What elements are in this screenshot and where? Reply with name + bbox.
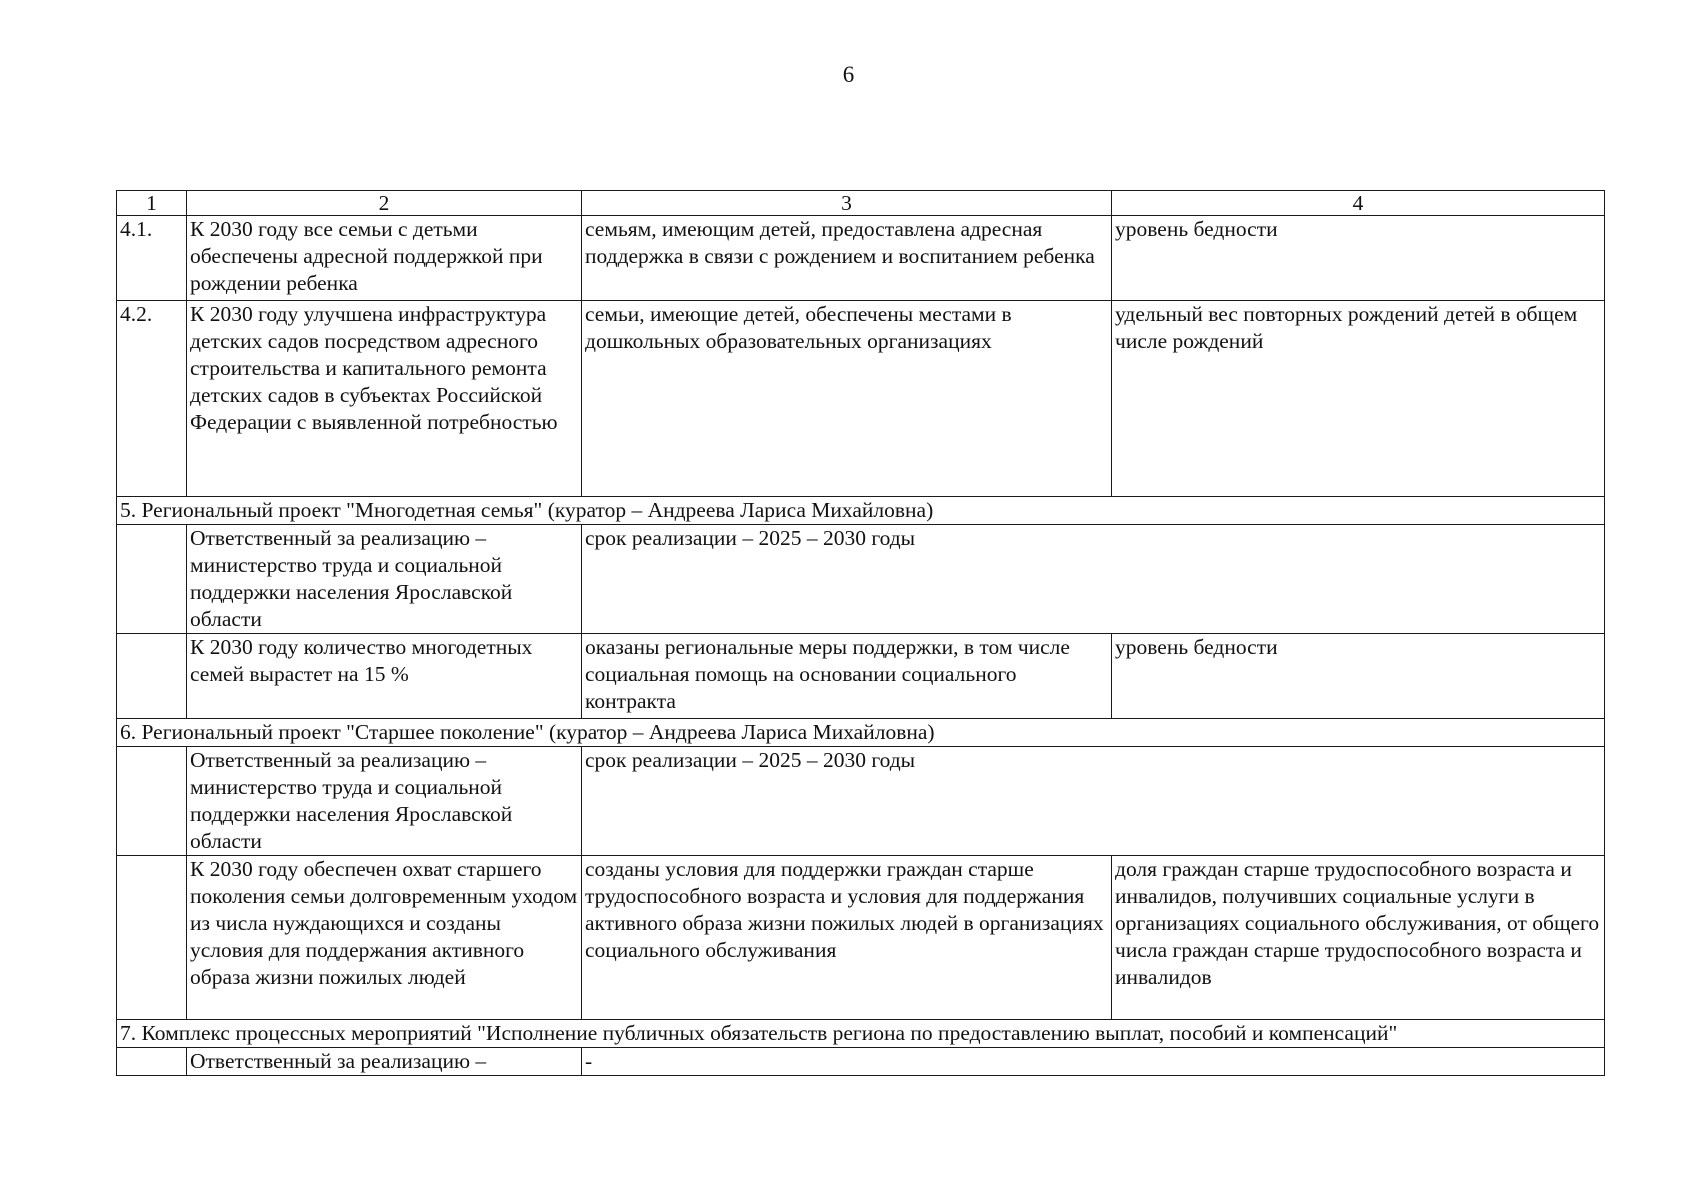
responsible-cell: Ответственный за реализацию – министерство труда и социальной поддержки населения Ярославской области xyxy=(187,525,582,634)
responsible-cell: Ответственный за реализацию – министерство труда и социальной поддержки населения Ярославской области xyxy=(187,747,582,856)
section-5-responsible-row xyxy=(117,525,1605,634)
section-5-title-row xyxy=(117,497,1605,525)
section-6-title-row xyxy=(117,719,1605,747)
term-cell: срок реализации – 2025 – 2030 годы xyxy=(582,747,1605,856)
section-7-title: 7. Комплекс процессных мероприятий "Исполнение публичных обязательств региона по предоставлению выплат, пособий и компенсаций" xyxy=(117,1020,1605,1048)
goal-cell: К 2030 году количество многодетных семей вырастет на 15 % xyxy=(187,634,582,719)
responsible-cell: Ответственный за реализацию – xyxy=(187,1048,582,1076)
header-col-4: 4 xyxy=(1112,191,1605,216)
section-6-title: 6. Региональный проект "Старшее поколение" (куратор – Андреева Лариса Михайловна) xyxy=(117,719,1605,747)
result-cell: оказаны региональные меры поддержки, в том числе социальная помощь на основании социального контракта xyxy=(582,634,1112,719)
indicator-cell: уровень бедности xyxy=(1112,216,1605,301)
header-col-3: 3 xyxy=(582,191,1112,216)
table-row-4-2 xyxy=(117,301,1605,497)
table-row-4-1 xyxy=(117,216,1605,301)
section-6-goal-row xyxy=(117,856,1605,1020)
goals-table xyxy=(116,190,1605,1076)
table-header-row xyxy=(117,191,1605,216)
section-5-title: 5. Региональный проект "Многодетная семья" (куратор – Андреева Лариса Михайловна) xyxy=(117,497,1605,525)
term-cell: - xyxy=(582,1048,1605,1076)
section-6-responsible-row xyxy=(117,747,1605,856)
header-col-2: 2 xyxy=(187,191,582,216)
term-cell: срок реализации – 2025 – 2030 годы xyxy=(582,525,1605,634)
section-5-goal-row xyxy=(117,634,1605,719)
indicator-cell: доля граждан старше трудоспособного возраста и инвалидов, получивших социальные услуги в организациях социального обслуживания, от общего числа граждан старше трудоспособного возраста и инвалидов xyxy=(1112,856,1605,1020)
row-number: 4.2. xyxy=(117,301,187,497)
section-7-title-row xyxy=(117,1020,1605,1048)
empty-number-cell xyxy=(117,856,187,1020)
section-7-responsible-row xyxy=(117,1048,1605,1076)
result-cell: семьям, имеющим детей, предоставлена адресная поддержка в связи с рождением и воспитанием ребенка xyxy=(582,216,1112,301)
indicator-cell: уровень бедности xyxy=(1112,634,1605,719)
result-cell: семьи, имеющие детей, обеспечены местами в дошкольных образовательных организациях xyxy=(582,301,1112,497)
row-number: 4.1. xyxy=(117,216,187,301)
goal-cell: К 2030 году улучшена инфраструктура детских садов посредством адресного строительства и капитального ремонта детских садов в субъектах Российской Федерации с выявленной потребностью xyxy=(187,301,582,497)
empty-number-cell xyxy=(117,747,187,856)
indicator-cell: удельный вес повторных рождений детей в общем числе рождений xyxy=(1112,301,1605,497)
goal-cell: К 2030 году обеспечен охват старшего поколения семьи долговременным уходом из числа нуждающихся и созданы условия для поддержания активного образа жизни пожилых людей xyxy=(187,856,582,1020)
goal-cell: К 2030 году все семьи с детьми обеспечены адресной поддержкой при рождении ребенка xyxy=(187,216,582,301)
result-cell: созданы условия для поддержки граждан старше трудоспособного возраста и условия для поддержания активного образа жизни пожилых людей в организациях социального обслуживания xyxy=(582,856,1112,1020)
empty-number-cell xyxy=(117,634,187,719)
empty-number-cell xyxy=(117,525,187,634)
empty-number-cell xyxy=(117,1048,187,1076)
header-col-1: 1 xyxy=(117,191,187,216)
page-number: 6 xyxy=(842,62,855,87)
